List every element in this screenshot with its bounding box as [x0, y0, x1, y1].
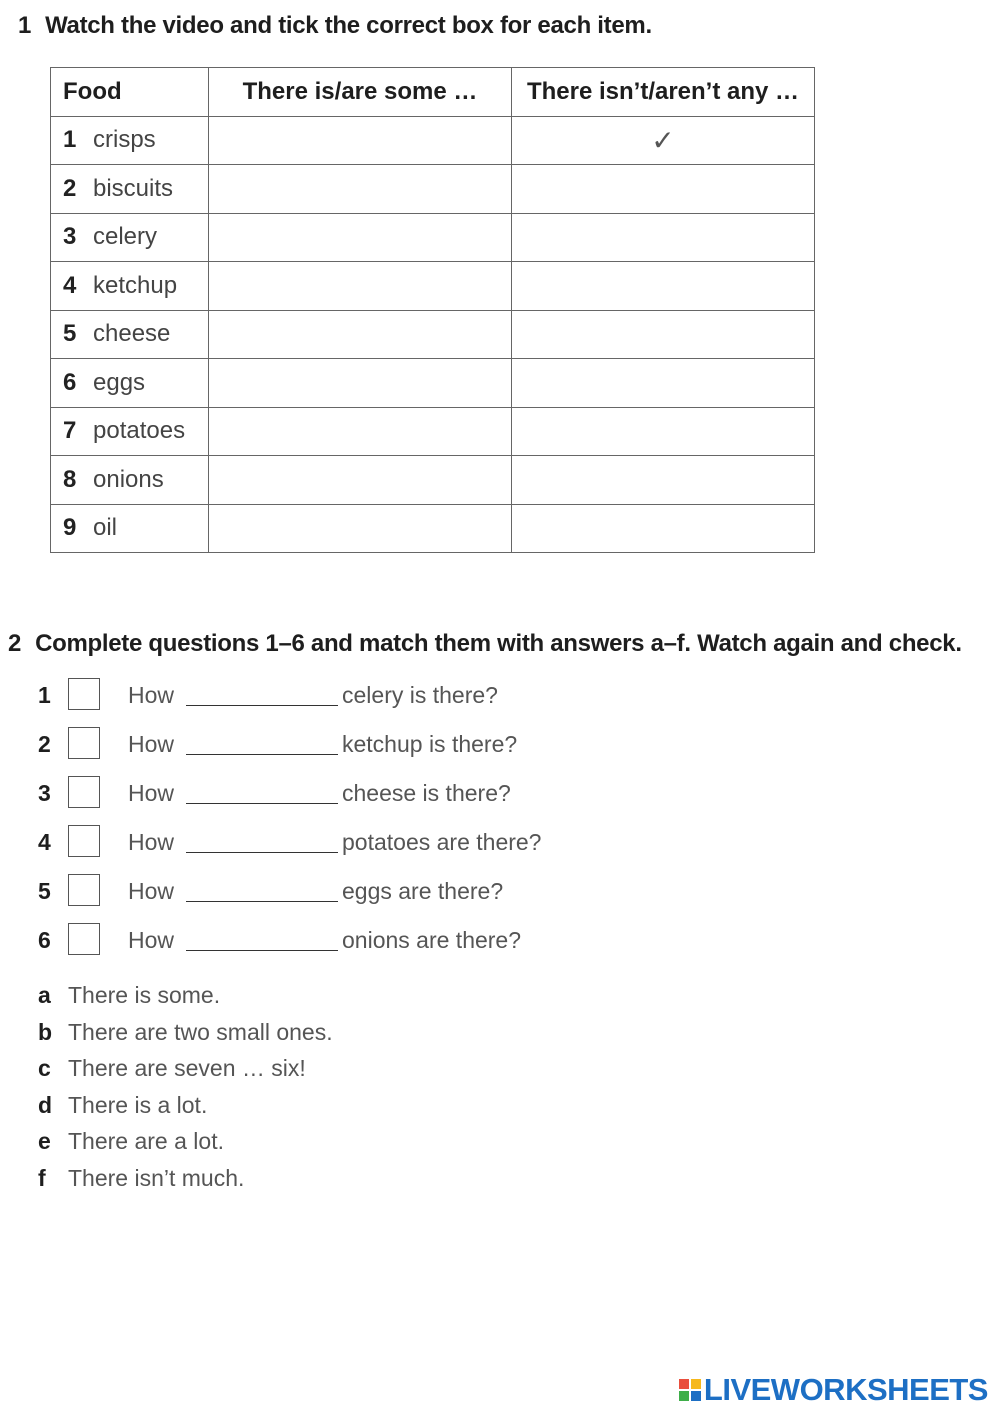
food-number: 2 — [63, 174, 77, 202]
any-checkbox-cell[interactable] — [512, 165, 815, 214]
question-number: 6 — [38, 927, 51, 953]
answer-letter: b — [38, 1018, 53, 1045]
food-number: 1 — [63, 126, 77, 154]
food-number: 4 — [63, 271, 77, 299]
food-number: 9 — [63, 514, 77, 542]
answer-item — [38, 1055, 306, 1082]
food-cell — [51, 310, 209, 359]
exercise-1-number: 1 — [18, 12, 32, 39]
question-start: How — [128, 731, 175, 757]
answer-text: There are a lot. — [68, 1128, 224, 1155]
answer-letter-box[interactable] — [68, 776, 100, 808]
question-end: onions are there? — [342, 927, 522, 953]
answer-letter-box[interactable] — [68, 727, 100, 759]
food-number: 3 — [63, 223, 77, 251]
table-row — [51, 116, 815, 165]
answer-letter: e — [38, 1128, 51, 1155]
logo-mark-icon — [679, 1379, 701, 1401]
food-number: 8 — [63, 465, 77, 493]
answer-letter: f — [38, 1165, 46, 1191]
blank-input[interactable] — [186, 901, 338, 902]
some-checkbox-cell[interactable] — [209, 456, 512, 505]
some-checkbox-cell[interactable] — [209, 310, 512, 359]
table-row — [51, 456, 815, 505]
food-name: celery — [93, 223, 158, 251]
question-end: celery is there? — [342, 682, 498, 708]
some-checkbox-cell[interactable] — [209, 262, 512, 311]
answer-item — [38, 1165, 244, 1192]
answer-item — [38, 1019, 333, 1046]
header-food: Food — [51, 68, 209, 117]
question-end: ketchup is there? — [342, 731, 518, 757]
answer-letter-box[interactable] — [68, 874, 100, 906]
exercise-1-heading — [18, 12, 652, 40]
question-start: How — [128, 927, 175, 953]
question-start: How — [128, 682, 175, 708]
table-row — [51, 165, 815, 214]
question-start: How — [128, 878, 175, 904]
food-cell — [51, 456, 209, 505]
question-start: How — [128, 829, 175, 855]
question-end: cheese is there? — [342, 780, 511, 806]
table-header-row — [51, 68, 815, 117]
table-row — [51, 262, 815, 311]
exercise-2-number: 2 — [8, 630, 22, 657]
header-any: There isn’t/aren’t any … — [512, 68, 815, 117]
blank-input[interactable] — [186, 950, 338, 951]
food-number: 7 — [63, 417, 77, 445]
exercise-2-heading — [8, 630, 962, 658]
some-checkbox-cell[interactable] — [209, 407, 512, 456]
any-checkbox-cell[interactable] — [512, 407, 815, 456]
exercise-2-instruction: Complete questions 1–6 and match them with answers a–f. Watch again and check. — [35, 630, 962, 657]
answer-text: There isn’t much. — [68, 1165, 245, 1191]
blank-input[interactable] — [186, 754, 338, 755]
food-cell — [51, 213, 209, 262]
any-checkbox-cell[interactable]: ✓ — [512, 116, 815, 165]
table-row — [51, 359, 815, 408]
any-checkbox-cell[interactable] — [512, 310, 815, 359]
question-number: 5 — [38, 878, 51, 904]
header-some: There is/are some … — [209, 68, 512, 117]
some-checkbox-cell[interactable] — [209, 213, 512, 262]
food-number: 5 — [63, 320, 77, 348]
food-cell — [51, 359, 209, 408]
question-number: 3 — [38, 780, 51, 806]
answer-item — [38, 982, 220, 1009]
food-number: 6 — [63, 368, 77, 396]
question-number: 1 — [38, 682, 51, 708]
blank-input[interactable] — [186, 803, 338, 804]
question-end: potatoes are there? — [342, 829, 542, 855]
question-start: How — [128, 780, 175, 806]
answer-item — [38, 1128, 224, 1155]
exercise-1-instruction: Watch the video and tick the correct box for each item. — [45, 12, 652, 39]
food-cell — [51, 407, 209, 456]
table-row — [51, 407, 815, 456]
answer-text: There are two small ones. — [68, 1018, 333, 1045]
food-cell — [51, 504, 209, 553]
question-end: eggs are there? — [342, 878, 504, 904]
table-row — [51, 504, 815, 553]
food-table — [50, 67, 815, 553]
answer-letter: d — [38, 1091, 53, 1118]
food-cell — [51, 165, 209, 214]
food-name: cheese — [93, 320, 171, 348]
answer-text: There is a lot. — [68, 1091, 208, 1118]
logo-text: LIVEWORKSHEETS — [703, 1372, 988, 1407]
blank-input[interactable] — [186, 705, 338, 706]
answer-text: There is some. — [68, 982, 221, 1008]
food-name: oil — [93, 514, 118, 542]
any-checkbox-cell[interactable] — [512, 213, 815, 262]
any-checkbox-cell[interactable] — [512, 359, 815, 408]
question-number: 2 — [38, 731, 51, 757]
some-checkbox-cell[interactable] — [209, 116, 512, 165]
food-name: ketchup — [93, 271, 178, 299]
answer-letter: c — [38, 1055, 51, 1082]
table-row — [51, 310, 815, 359]
any-checkbox-cell[interactable] — [512, 456, 815, 505]
food-name: potatoes — [93, 417, 186, 445]
some-checkbox-cell[interactable] — [209, 504, 512, 553]
answer-letter-box[interactable] — [68, 678, 100, 710]
table-row — [51, 213, 815, 262]
food-name: eggs — [93, 368, 146, 396]
answer-letter: a — [38, 982, 51, 1008]
some-checkbox-cell[interactable] — [209, 165, 512, 214]
liveworksheets-logo — [679, 1373, 988, 1407]
food-name: crisps — [93, 126, 156, 154]
any-checkbox-cell[interactable] — [512, 262, 815, 311]
answer-text: There are seven … six! — [68, 1055, 306, 1082]
blank-input[interactable] — [186, 852, 338, 853]
question-number: 4 — [38, 829, 51, 855]
answer-letter-box[interactable] — [68, 923, 100, 955]
any-checkbox-cell[interactable] — [512, 504, 815, 553]
food-name: biscuits — [93, 174, 174, 202]
food-cell — [51, 116, 209, 165]
answer-letter-box[interactable] — [68, 825, 100, 857]
some-checkbox-cell[interactable] — [209, 359, 512, 408]
food-cell — [51, 262, 209, 311]
food-name: onions — [93, 465, 164, 493]
answer-item — [38, 1092, 207, 1119]
